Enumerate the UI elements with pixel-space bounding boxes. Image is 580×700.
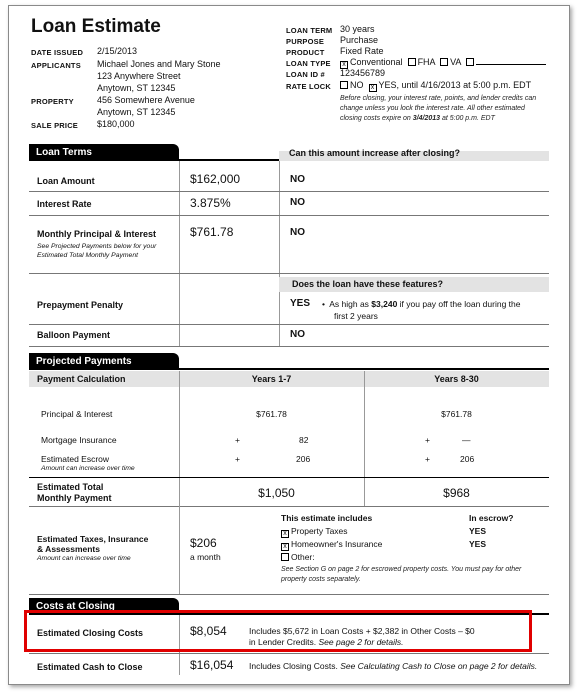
balloon-label: Balloon Payment — [37, 330, 111, 340]
total-label-1: Estimated Total — [37, 482, 104, 492]
row-divider — [29, 273, 549, 274]
row-divider — [29, 346, 549, 347]
include-property-taxes: x Property Taxes — [281, 526, 348, 538]
property-city: Anytown, ST 12345 — [97, 107, 176, 117]
taxes-amount: $206 — [190, 536, 217, 550]
years-8-30-header: Years 8-30 — [434, 374, 479, 384]
loan-type-label: LOAN TYPE — [286, 59, 331, 68]
property-taxes-checkbox[interactable]: x — [281, 530, 289, 538]
rate-lock-no-label: NO — [350, 80, 364, 90]
mpi-sub-2: Estimated Total Monthly Payment — [37, 252, 138, 259]
interest-rate-value: 3.875% — [190, 196, 231, 210]
mi-years-1-7: 82 — [299, 435, 309, 445]
includes-header: This estimate includes — [281, 513, 373, 523]
loan-terms-divider-2 — [279, 161, 280, 346]
rate-lock-no-checkbox[interactable] — [340, 81, 348, 89]
homeowners-escrow: YES — [469, 539, 487, 549]
row-divider — [29, 324, 549, 325]
cash-to-close-value: $16,054 — [190, 658, 234, 672]
taxes-period: a month — [190, 552, 221, 562]
mpi-value: $761.78 — [190, 225, 234, 239]
rate-lock-note-1: Before closing, your interest rate, points, and lender credits can — [340, 95, 537, 102]
other-loan-type-line — [476, 57, 546, 65]
projected-payments-tab: Projected Payments — [29, 353, 179, 369]
va-label: VA — [450, 57, 461, 67]
applicants-label: APPLICANTS — [31, 61, 81, 70]
payment-calc-label: Payment Calculation — [37, 374, 126, 384]
taxes-divider — [179, 506, 180, 594]
escrow-years-8-30: 206 — [460, 454, 475, 464]
date-issued-value: 2/15/2013 — [97, 46, 138, 56]
escrow-plus-1: + — [235, 454, 240, 464]
loan-terms-tab: Loan Terms — [29, 144, 179, 160]
escrow-sub: Amount can increase over time — [41, 465, 135, 472]
costs-at-closing-tab: Costs at Closing — [29, 598, 179, 614]
sale-price-value: $180,000 — [97, 119, 135, 129]
escrow-note-1: See Section G on page 2 for escrowed property costs. You must pay for other — [281, 566, 522, 573]
row-divider — [29, 215, 549, 216]
mpi-answer: NO — [290, 227, 305, 238]
taxes-label-1: Estimated Taxes, Insurance — [37, 534, 149, 544]
date-issued-label: DATE ISSUED — [31, 48, 84, 57]
closing-costs-label: Estimated Closing Costs — [37, 628, 144, 638]
row-divider — [29, 594, 549, 595]
loan-estimate-page — [8, 5, 570, 685]
prepayment-label: Prepayment Penalty — [37, 300, 124, 310]
row-divider — [29, 653, 549, 654]
conventional-checkbox[interactable]: x — [340, 61, 348, 69]
features-question: Does the loan have these features? — [292, 279, 444, 289]
rate-lock-label: RATE LOCK — [286, 82, 331, 91]
page-title: Loan Estimate — [31, 16, 161, 37]
purpose-label: PURPOSE — [286, 37, 325, 46]
prepayment-detail-1: • As high as $3,240 if you pay off the loan during the — [322, 299, 521, 309]
increase-question: Can this amount increase after closing? — [289, 148, 461, 158]
mi-label: Mortgage Insurance — [41, 435, 117, 445]
cash-to-close-detail: Includes Closing Costs. See Calculating Cash to Close on page 2 for details. — [249, 661, 538, 671]
closing-costs-detail-2: in Lender Credits. See page 2 for details. — [249, 637, 404, 647]
mpi-label: Monthly Principal & Interest — [37, 229, 157, 239]
closing-costs-highlight — [24, 610, 532, 652]
total-years-1-7: $1,050 — [258, 486, 295, 500]
conventional-label: Conventional — [350, 57, 403, 67]
product-label: PRODUCT — [286, 48, 325, 57]
other-loan-type-checkbox[interactable] — [466, 58, 474, 66]
mi-plus-2: + — [425, 435, 430, 445]
pi-years-1-7: $761.78 — [256, 409, 287, 419]
in-escrow-header: In escrow? — [469, 513, 514, 523]
escrow-plus-2: + — [425, 454, 430, 464]
total-rule — [29, 477, 549, 478]
fha-label: FHA — [417, 57, 436, 67]
pi-years-8-30: $761.78 — [441, 409, 472, 419]
applicant-names: Michael Jones and Mary Stone — [97, 59, 221, 69]
include-other: Other: — [281, 552, 315, 562]
rate-lock-yes-checkbox[interactable]: x — [369, 84, 377, 92]
interest-rate-answer: NO — [290, 197, 305, 208]
pi-label: Principal & Interest — [41, 409, 113, 419]
cash-to-close-label: Estimated Cash to Close — [37, 662, 143, 672]
fha-checkbox[interactable] — [408, 58, 416, 66]
years-1-7-header: Years 1-7 — [251, 374, 292, 384]
property-label: PROPERTY — [31, 97, 74, 106]
mi-plus-1: + — [235, 435, 240, 445]
property-taxes-escrow: YES — [469, 526, 487, 536]
other-checkbox[interactable] — [281, 553, 289, 561]
loan-term-value: 30 years — [340, 24, 375, 34]
sale-price-label: SALE PRICE — [31, 121, 79, 130]
torn-edge — [9, 670, 569, 685]
total-label-2: Monthly Payment — [37, 493, 112, 503]
interest-rate-label: Interest Rate — [37, 199, 92, 209]
loan-term-label: LOAN TERM — [286, 26, 333, 35]
mpi-sub-1: See Projected Payments below for your — [37, 243, 157, 250]
row-divider — [29, 506, 549, 507]
escrow-label: Estimated Escrow — [41, 454, 110, 464]
escrow-note-2: property costs separately. — [281, 576, 361, 583]
balloon-answer: NO — [290, 329, 305, 340]
loan-amount-value: $162,000 — [190, 172, 241, 186]
taxes-sub: Amount can increase over time — [37, 555, 131, 562]
prepayment-answer: YES — [290, 298, 311, 309]
include-homeowners: x Homeowner's Insurance — [281, 539, 382, 551]
loan-id-value: 123456789 — [340, 68, 386, 78]
loan-id-label: LOAN ID # — [286, 70, 325, 79]
loan-amount-answer: NO — [290, 174, 305, 185]
applicant-city: Anytown, ST 12345 — [97, 83, 176, 93]
purpose-value: Purchase — [340, 35, 379, 45]
row-divider — [29, 191, 549, 192]
total-years-8-30: $968 — [443, 486, 470, 500]
taxes-label-2: & Assessments — [37, 544, 100, 554]
applicant-street: 123 Anywhere Street — [97, 71, 181, 81]
va-checkbox[interactable] — [440, 58, 448, 66]
closing-costs-detail-1: Includes $5,672 in Loan Costs + $2,382 in Other Costs – $0 — [249, 626, 475, 636]
rate-lock-note-2: change unless you lock the interest rate. All other estimated — [340, 105, 525, 112]
rate-lock-yes-label: YES, until 4/16/2013 at 5:00 p.m. EDT — [378, 80, 532, 90]
prepayment-detail-2: first 2 years — [334, 311, 378, 321]
rate-lock-note-3: closing costs expire on 3/4/2013 at 5:00 p.m. EDT — [340, 115, 495, 122]
property-street: 456 Somewhere Avenue — [97, 95, 195, 105]
projected-rule — [29, 368, 549, 370]
rate-lock-options — [340, 80, 531, 92]
mi-years-8-30: — — [462, 435, 471, 445]
escrow-years-1-7: 206 — [296, 454, 311, 464]
loan-terms-divider — [179, 161, 180, 346]
homeowners-checkbox[interactable]: x — [281, 543, 289, 551]
loan-amount-label: Loan Amount — [37, 176, 95, 186]
closing-costs-value: $8,054 — [190, 624, 227, 638]
product-value: Fixed Rate — [340, 46, 384, 56]
